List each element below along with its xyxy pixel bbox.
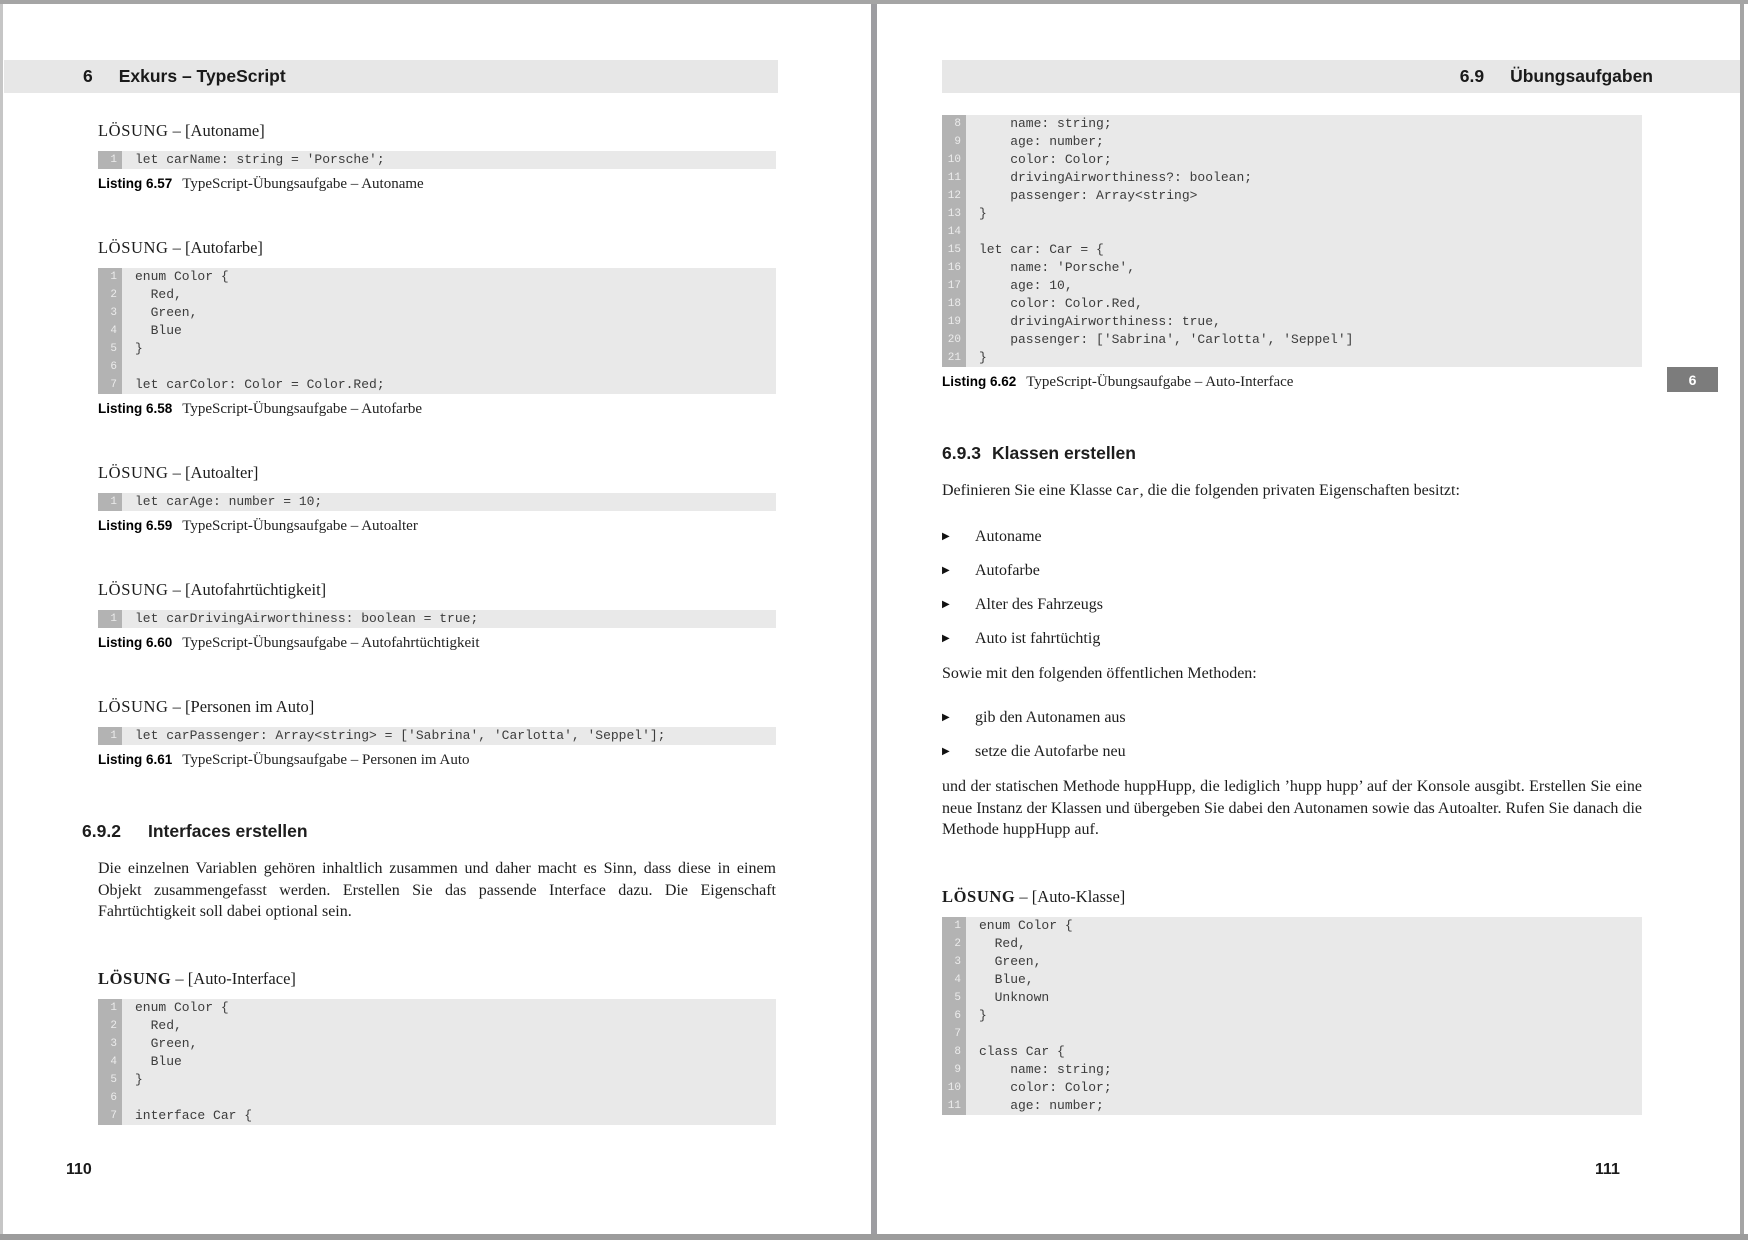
bullet-triangle-icon: ▶ (942, 632, 950, 644)
code-line (98, 358, 776, 376)
code-line (98, 268, 776, 286)
solution-subject: – [Autoalter] (168, 463, 259, 482)
bullet-item (942, 562, 1642, 579)
bullet-text: gib den Autonamen aus (975, 709, 1126, 726)
code-text: color: Color.Red, (979, 296, 1143, 311)
code-text: Red, (135, 1017, 182, 1033)
paragraph (942, 776, 1642, 841)
listing-caption-text: TypeScript-Übungsaufgabe – Autoalter (182, 518, 418, 534)
line-number: 19 (942, 313, 966, 331)
code-text: enum Color { (979, 917, 1073, 933)
listing-caption-number: Listing 6.61 (98, 752, 173, 767)
code-text: name: 'Porsche', (979, 260, 1136, 275)
solution-label (98, 239, 776, 256)
code-line (98, 340, 776, 358)
line-number: 3 (942, 953, 966, 971)
paragraph-text: und der statischen Methode huppHupp, die lediglich ’hupp hupp’ auf der Konsole ausgibt. Erstellen Sie eine neue Instanz der Klassen und übergeben Sie dabei den Autonamen sowie das Autoalter. Rufen Sie danach die Methode huppHupp auf. (942, 778, 1642, 838)
code-line (942, 331, 1642, 349)
section-heading (942, 442, 1642, 464)
code-line (942, 277, 1642, 295)
section-heading-number: 6.9.2 (82, 821, 121, 841)
line-number: 18 (942, 295, 966, 313)
line-number: 2 (942, 935, 966, 953)
line-number: 1 (98, 727, 122, 745)
line-number: 10 (942, 151, 966, 169)
listing-caption (98, 633, 776, 653)
code-line (98, 727, 776, 745)
bullet-triangle-icon: ▶ (942, 712, 950, 723)
chapter-title: Exkurs – TypeScript (118, 66, 286, 86)
code-text: class Car { (979, 1043, 1065, 1059)
code-line (98, 322, 776, 340)
line-number: 1 (98, 493, 122, 511)
solution-subject: – [Auto-Interface] (171, 968, 296, 988)
listing-caption-text: TypeScript-Übungsaufgabe – Personen im Auto (182, 752, 470, 768)
line-number: 9 (942, 1061, 966, 1079)
running-header-right (942, 60, 1740, 93)
line-number: 4 (942, 971, 966, 989)
line-number: 9 (942, 133, 966, 151)
line-number: 8 (942, 115, 966, 133)
section-heading (82, 820, 776, 842)
code-line (942, 1097, 1642, 1115)
bullet-triangle-icon: ▶ (942, 564, 950, 576)
listing-caption-text: TypeScript-Übungsaufgabe – Autofarbe (182, 401, 422, 417)
line-number: 17 (942, 277, 966, 295)
code-line (98, 999, 776, 1017)
code-line (942, 313, 1642, 331)
bullet-triangle-icon: ▶ (942, 530, 950, 542)
listing-caption-number: Listing 6.58 (98, 401, 173, 416)
line-number: 16 (942, 259, 966, 277)
code-text: passenger: Array<string> (979, 188, 1198, 203)
line-number: 2 (98, 286, 122, 304)
code-text: color: Color; (979, 152, 1112, 167)
code-line (942, 223, 1642, 241)
line-number: 6 (98, 358, 122, 376)
line-number: 6 (98, 1089, 122, 1107)
code-text: color: Color; (979, 1079, 1112, 1095)
code-text: name: string; (979, 1061, 1112, 1077)
chapter-tab: 6 (1667, 367, 1718, 392)
code-line (942, 971, 1642, 989)
code-line (942, 953, 1642, 971)
code-listing (98, 493, 776, 511)
section-heading-number: 6.9.3 (942, 443, 981, 463)
code-text: } (979, 206, 987, 221)
line-number: 7 (942, 1025, 966, 1043)
paragraph-text: Sowie mit den folgenden öffentlichen Methoden: (942, 664, 1257, 682)
code-line (98, 151, 776, 169)
code-line (942, 169, 1642, 187)
listing-caption (942, 372, 1642, 392)
chapter-number: 6 (83, 66, 93, 86)
bullet-triangle-icon: ▶ (942, 598, 950, 610)
code-text: } (979, 1007, 987, 1023)
solution-subject: – [Autofahrtüchtigkeit] (168, 580, 327, 599)
listing-caption (98, 399, 776, 419)
solution-label (98, 970, 776, 987)
code-text: drivingAirworthiness: true, (979, 314, 1221, 329)
bullet-item (942, 630, 1642, 647)
solution-subject: – [Autoname] (168, 121, 265, 140)
page-number-left: 110 (66, 1161, 92, 1178)
solution-keyword: LÖSUNG (98, 697, 169, 716)
line-number: 1 (98, 999, 122, 1017)
bullet-item (942, 528, 1642, 545)
page-edge-bottom (0, 1234, 1748, 1240)
code-line (98, 1107, 776, 1125)
listing-caption-text: TypeScript-Übungsaufgabe – Autoname (182, 176, 424, 192)
code-text (966, 1025, 979, 1043)
line-number: 3 (98, 1035, 122, 1053)
code-text: let carDrivingAirworthiness: boolean = true; (135, 611, 479, 626)
line-number: 4 (98, 322, 122, 340)
code-text: let carName: string = 'Porsche'; (135, 152, 385, 167)
code-line (942, 151, 1642, 169)
bullet-list (942, 709, 1642, 760)
code-text: Green, (135, 305, 198, 320)
solution-label (98, 122, 776, 139)
listing-caption (98, 516, 776, 536)
bullet-text: Alter des Fahrzeugs (975, 595, 1103, 613)
code-text: enum Color { (135, 999, 229, 1015)
code-text: Green, (979, 953, 1042, 969)
code-line (98, 1017, 776, 1035)
code-text: age: number; (979, 1097, 1104, 1113)
bullet-text: Autoname (975, 527, 1042, 545)
line-number: 1 (98, 610, 122, 628)
solution-subject: – [Auto-Klasse] (1015, 886, 1126, 906)
listing-caption (98, 750, 776, 770)
line-number: 8 (942, 1043, 966, 1061)
page-content-right (942, 93, 1642, 1115)
paragraph-text: Definieren Sie eine Klasse (942, 482, 1117, 499)
listing-caption (98, 174, 776, 194)
code-line (942, 205, 1642, 223)
code-line (98, 376, 776, 394)
code-text: let carAge: number = 10; (135, 494, 323, 509)
code-text: let carPassenger: Array<string> = ['Sabrina', 'Carlotta', 'Seppel']; (135, 728, 666, 743)
listing-caption-number: Listing 6.62 (942, 374, 1017, 389)
listing-caption-text: TypeScript-Übungsaufgabe – Auto-Interface (1026, 374, 1294, 390)
solution-label (98, 464, 776, 481)
code-text: Blue (135, 1053, 182, 1069)
solution-keyword: LÖSUNG (98, 121, 169, 140)
paragraph (942, 663, 1642, 685)
code-text: } (979, 350, 987, 365)
paragraph (942, 480, 1642, 503)
code-text: Green, (135, 1035, 198, 1051)
running-header-left (4, 60, 778, 93)
code-text: age: number; (979, 134, 1104, 149)
bullet-text: Autofarbe (975, 561, 1040, 579)
code-text: age: 10, (979, 278, 1073, 293)
solution-label (98, 581, 776, 598)
code-line (98, 1035, 776, 1053)
code-line (98, 286, 776, 304)
code-text: passenger: ['Sabrina', 'Carlotta', 'Seppel'] (979, 332, 1354, 347)
code-listing (942, 917, 1642, 1115)
code-line (942, 917, 1642, 935)
code-line (942, 115, 1642, 133)
code-text (122, 1089, 135, 1107)
code-listing (98, 610, 776, 628)
line-number: 1 (98, 268, 122, 286)
code-line (942, 1007, 1642, 1025)
bullet-item (942, 596, 1642, 613)
bullet-text: Auto ist fahrtüchtig (975, 629, 1101, 647)
line-number: 13 (942, 205, 966, 223)
line-number: 2 (98, 1017, 122, 1035)
solution-label (942, 888, 1642, 905)
paragraph-text: , die die folgenden privaten Eigenschaften besitzt: (1139, 482, 1460, 499)
code-text: Red, (135, 287, 182, 302)
page-spine-divider (871, 4, 877, 1234)
line-number: 5 (98, 340, 122, 358)
code-listing (942, 115, 1642, 367)
code-text: let carColor: Color = Color.Red; (135, 377, 385, 392)
page-edge-right (1740, 4, 1744, 1234)
code-text: let car: Car = { (979, 242, 1104, 257)
solution-subject: – [Autofarbe] (168, 238, 263, 257)
code-line (942, 133, 1642, 151)
line-number: 10 (942, 1079, 966, 1097)
code-line (98, 493, 776, 511)
section-title: Übungsaufgaben (1510, 66, 1653, 86)
code-listing (98, 151, 776, 169)
solution-keyword: LÖSUNG (98, 238, 169, 257)
bullet-triangle-icon: ▶ (942, 746, 950, 757)
paragraph (98, 858, 776, 923)
line-number: 6 (942, 1007, 966, 1025)
code-line (98, 304, 776, 322)
code-line (942, 349, 1642, 367)
line-number: 3 (98, 304, 122, 322)
line-number: 11 (942, 1097, 966, 1115)
line-number: 20 (942, 331, 966, 349)
code-line (942, 1025, 1642, 1043)
code-line (942, 935, 1642, 953)
page-number-right: 111 (1595, 1161, 1620, 1178)
code-listing (98, 999, 776, 1125)
solution-subject: – [Personen im Auto] (168, 697, 315, 716)
code-text (122, 358, 135, 376)
line-number: 5 (98, 1071, 122, 1089)
code-line (942, 1043, 1642, 1061)
listing-caption-number: Listing 6.57 (98, 176, 173, 191)
section-heading-text: Klassen erstellen (992, 443, 1136, 463)
listing-caption-text: TypeScript-Übungsaufgabe – Autofahrtüchtigkeit (182, 635, 480, 651)
code-listing (98, 727, 776, 745)
code-listing (98, 268, 776, 394)
inline-code: Car (1116, 484, 1140, 499)
line-number: 21 (942, 349, 966, 367)
code-line (942, 989, 1642, 1007)
code-text: } (135, 1071, 143, 1087)
solution-keyword: LÖSUNG (98, 968, 172, 988)
code-text: Red, (979, 935, 1026, 951)
page-content-left (82, 93, 776, 1125)
section-number: 6.9 (1459, 66, 1485, 86)
solution-keyword: LÖSUNG (98, 580, 169, 599)
code-text: name: string; (979, 116, 1112, 131)
page-edge-left (0, 4, 3, 1234)
code-line (942, 259, 1642, 277)
bullet-item (942, 709, 1642, 726)
code-text: enum Color { (135, 269, 229, 284)
line-number: 1 (98, 151, 122, 169)
bullet-text: setze die Autofarbe neu (975, 743, 1126, 760)
line-number: 4 (98, 1053, 122, 1071)
line-number: 12 (942, 187, 966, 205)
line-number: 1 (942, 917, 966, 935)
code-text: Blue, (979, 971, 1034, 987)
code-text: Blue (135, 323, 182, 338)
code-line (942, 1061, 1642, 1079)
line-number: 5 (942, 989, 966, 1007)
code-line (98, 610, 776, 628)
line-number: 14 (942, 223, 966, 241)
code-line (942, 187, 1642, 205)
listing-caption-number: Listing 6.60 (98, 635, 173, 650)
code-line (942, 241, 1642, 259)
code-text (966, 223, 979, 241)
code-text: Unknown (979, 989, 1050, 1005)
code-text: interface Car { (135, 1107, 253, 1123)
code-line (98, 1089, 776, 1107)
line-number: 7 (98, 376, 122, 394)
code-line (98, 1071, 776, 1089)
listing-caption-number: Listing 6.59 (98, 518, 173, 533)
solution-keyword: LÖSUNG (98, 463, 169, 482)
paragraph-text: Die einzelnen Variablen gehören inhaltlich zusammen und daher macht es Sinn, dass diese in einem Objekt zusammengefasst werden. Erstellen Sie das passende Interface dazu. Die Eigenschaft Fahrtüchtigkeit soll dabei optional sein. (98, 860, 776, 920)
code-line (942, 295, 1642, 313)
code-text: } (135, 341, 143, 356)
code-line (98, 1053, 776, 1071)
line-number: 11 (942, 169, 966, 187)
code-text: drivingAirworthiness?: boolean; (979, 170, 1253, 185)
bullet-list (942, 528, 1642, 647)
section-heading-text: Interfaces erstellen (148, 821, 308, 841)
solution-label (98, 698, 776, 715)
solution-keyword: LÖSUNG (942, 886, 1016, 906)
code-line (942, 1079, 1642, 1097)
line-number: 7 (98, 1107, 122, 1125)
bullet-item (942, 743, 1642, 760)
line-number: 15 (942, 241, 966, 259)
